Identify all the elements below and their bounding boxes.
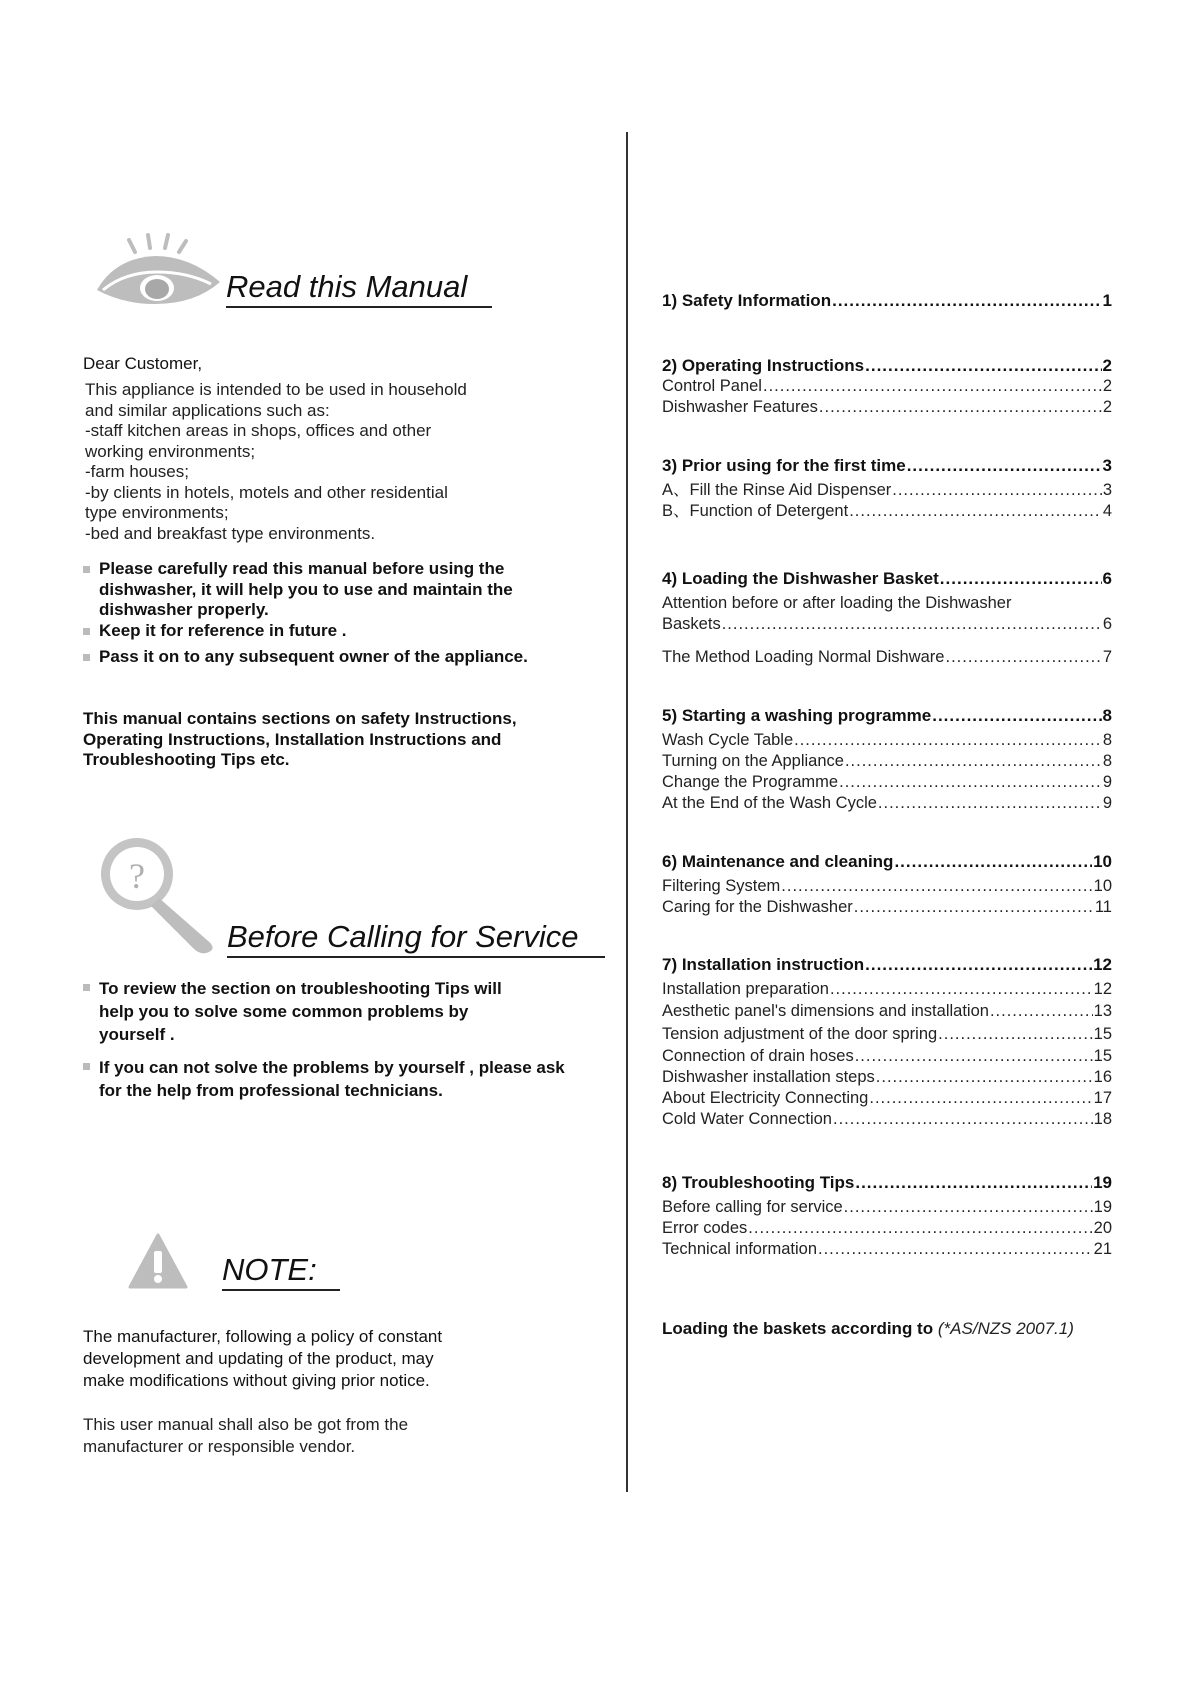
toc-section-2 (662, 355, 1112, 418)
loading-note-standard: (*AS/NZS 2007.1) (937, 1319, 1074, 1338)
toc-entry[interactable]: Aesthetic panel's dimensions and installation ..... 13 (662, 1000, 1112, 1023)
toc-entry[interactable]: Connection of drain hoses ..... 15 (662, 1046, 1112, 1067)
toc-heading[interactable]: 7) Installation instruction ..... 12 (662, 954, 1112, 975)
contents-paragraph (83, 709, 583, 771)
intro-line: and similar applications such as: (85, 400, 330, 420)
toc-section-8 (662, 1172, 1112, 1260)
toc-heading[interactable]: 8) Troubleshooting Tips ..... 19 (662, 1172, 1112, 1193)
svg-text:?: ? (129, 856, 145, 896)
bullet-item: Pass it on to any subsequent owner of the appliance. (83, 647, 563, 668)
bullet-item: To review the section on troubleshooting Tips will help you to solve some common problems by yourself . (83, 977, 519, 1046)
bullet-item: Keep it for reference in future . (83, 621, 563, 642)
toc-entry[interactable]: A、Fill the Rinse Aid Dispenser ..... 3 (662, 480, 1112, 501)
vendor-line: This user manual shall also be got from the (83, 1415, 409, 1434)
intro-line: -staff kitchen areas in shops, offices and other (85, 421, 432, 440)
column-divider (626, 132, 628, 1492)
greeting: Dear Customer, (83, 354, 203, 373)
read-bullets (83, 559, 563, 668)
bullet-item: If you can not solve the problems by yourself , please ask for the help from professional technicians. (83, 1056, 579, 1102)
toc-heading[interactable]: 1) Safety Information ..... 1 (662, 290, 1112, 311)
vendor-line: manufacturer or responsible vendor. (83, 1437, 356, 1456)
toc-entry[interactable]: Cold Water Connection ..... 18 (662, 1109, 1112, 1130)
loading-baskets-note[interactable] (662, 1319, 1074, 1339)
toc-entry[interactable]: Wash Cycle Table ..... 8 (662, 730, 1112, 751)
toc-entry[interactable]: Control Panel ..... 2 (662, 376, 1112, 397)
bullet-item: Please carefully read this manual before using the dishwasher, it will help you to use and maintain the dishwasher properly. (83, 559, 519, 621)
intro-line: -farm houses; (85, 462, 189, 481)
toc-entry[interactable]: Installation preparation ..... 12 (662, 979, 1112, 1000)
toc-section-1 (662, 290, 1112, 311)
intro-paragraph (85, 380, 555, 544)
toc-entry[interactable]: About Electricity Connecting ..... 17 (662, 1088, 1112, 1109)
toc-entry[interactable]: Technical information ..... 21 (662, 1239, 1112, 1260)
note-line: The manufacturer, following a policy of constant (83, 1327, 443, 1346)
toc-entry[interactable]: Dishwasher Features ..... 2 (662, 397, 1112, 418)
read-manual-heading: Read this Manual (226, 270, 492, 308)
note-heading: NOTE: (222, 1253, 340, 1291)
intro-line: This appliance is intended to be used in household (85, 380, 467, 399)
toc-section-4 (662, 568, 1112, 668)
note-line: development and updating of the product, may (83, 1349, 434, 1368)
toc-entry[interactable]: Filtering System ..... 10 (662, 876, 1112, 897)
toc-entry[interactable]: Error codes ..... 20 (662, 1218, 1112, 1239)
service-bullets (83, 977, 583, 1102)
toc-entry[interactable]: Dishwasher installation steps ..... 16 (662, 1067, 1112, 1088)
contents-line: Operating Instructions, Installation Instructions and (83, 729, 502, 749)
toc-entry[interactable]: At the End of the Wash Cycle ..... 9 (662, 793, 1112, 814)
eye-icon (95, 232, 225, 312)
contents-line: This manual contains sections on safety Instructions, (83, 709, 517, 728)
toc-entry[interactable]: Turning on the Appliance ..... 8 (662, 751, 1112, 772)
toc-section-6 (662, 851, 1112, 918)
note-line: make modifications without giving prior notice. (83, 1371, 430, 1390)
loading-note-bold: Loading the baskets according to (662, 1319, 938, 1338)
toc-entry[interactable]: B、Function of Detergent ..... 4 (662, 501, 1112, 522)
vendor-paragraph (83, 1414, 583, 1458)
toc-entry[interactable]: Caring for the Dishwasher ..... 11 (662, 897, 1112, 918)
intro-line: -bed and breakfast type environments. (85, 523, 376, 543)
intro-line: -by clients in hotels, motels and other residential (85, 482, 448, 502)
magnifier-question-icon (97, 832, 227, 956)
toc-heading[interactable]: 6) Maintenance and cleaning ..... 10 (662, 851, 1112, 872)
toc-heading[interactable]: 4) Loading the Dishwasher Basket ..... 6 (662, 568, 1112, 589)
intro-line: working environments; (85, 441, 256, 461)
toc-entry[interactable]: Tension adjustment of the door spring ..... 15 (662, 1023, 1112, 1046)
toc-section-3 (662, 455, 1112, 522)
toc-entry-text: Attention before or after loading the Dishwasher (662, 594, 1012, 612)
service-heading: Before Calling for Service (227, 920, 605, 958)
warning-icon (128, 1233, 188, 1289)
toc-entry[interactable]: Change the Programme ..... 9 (662, 772, 1112, 793)
toc-entry[interactable]: Before calling for service ..... 19 (662, 1197, 1112, 1218)
toc-section-7 (662, 954, 1112, 1130)
toc-heading[interactable]: 3) Prior using for the first time ..... 3 (662, 455, 1112, 476)
contents-line: Troubleshooting Tips etc. (83, 750, 290, 769)
intro-line: type environments; (85, 503, 229, 522)
toc-entry[interactable]: Baskets ..... 6 (662, 614, 1112, 635)
toc-section-5 (662, 705, 1112, 814)
note-paragraph (83, 1326, 583, 1392)
toc-heading[interactable]: 2) Operating Instructions ..... 2 (662, 355, 1112, 376)
toc-entry[interactable]: The Method Loading Normal Dishware ..... 7 (662, 647, 1112, 668)
toc-heading[interactable]: 5) Starting a washing programme ..... 8 (662, 705, 1112, 726)
